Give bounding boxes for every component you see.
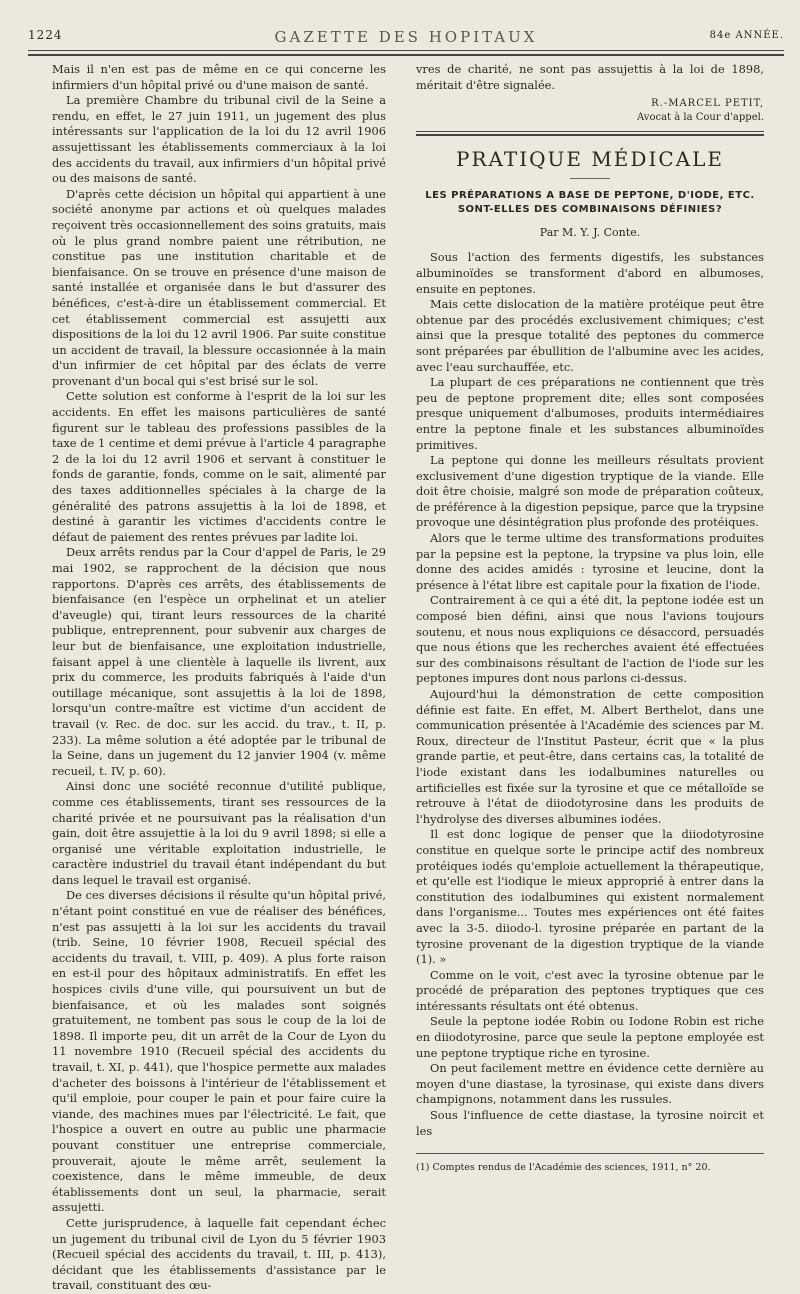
right-paragraph: Contrairement à ce qui a été dit, la peptone iodée est un composé bien défini, ainsi que nous l'avions toujours soutenu, et nous nous expliquions ce désaccord, persuadés que nous étions que les recherches avaient été effectuées sur des combinaisons résultant de l'action de l'iode sur les peptones impures dont nous parlons ci-dessus. [416, 593, 764, 686]
right-paragraph: Alors que le terme ultime des transformations produites par la pepsine est la peptone, la trypsine va plus loin, elle donne des acides amidés : tyrosine et leucine, dont la présence à l'état libre est capitale pour la fixation de l'iode. [416, 531, 764, 592]
right-paragraph: Il est donc logique de penser que la diiodotyrosine constitue en quelque sorte le principe actif des nombreux protéiques iodés qu'emploie actuellement la thérapeutique, et qu'elle est l'iodique le mieux approprié à entrer dans la constitution des iodalbumines qui existent normalement dans l'organisme... Toutes mes expériences ont été faites avec la 3-5. diiodo-l. tyrosine préparée en partant de la tyrosine provenant de la digestion tryptique de la viande (1). » [416, 827, 764, 967]
right-paragraph: Seule la peptone iodée Robin ou Iodone Robin est riche en diiodotyrosine, parce que seule la peptone employée est une peptone tryptique riche en tyrosine. [416, 1014, 764, 1060]
section-title: PRATIQUE MÉDICALE [456, 147, 724, 172]
left-paragraph: Deux arrêts rendus par la Cour d'appel de Paris, le 29 mai 1902, se rapprochent de la décision que nous rapportons. D'après ces arrêts, des établissements de bienfaisance (en l'espèce un orphelinat et un atelier d'aveugle) qui, tirant leurs ressources de la charité publique, entreprennent, pour subvenir aux charges de leur but de bienfaisance, une exploitation industrielle, faisant appel à une clientèle à laquelle ils livrent, aux prix du commerce, les produits fabriqués à l'aide d'un outillage mécanique, sont assujettis à la loi de 1898, lorsqu'un contre-maître est victime d'un accident de travail (v. Rec. de doc. sur les accid. du trav., t. II, p. 233). La même solution a été adoptée par le tribunal de la Seine, dans un jugement du 12 janvier 1904 (v. même recueil, t. IV, p. 60). [52, 545, 386, 778]
right-paragraph: Sous l'influence de cette diastase, la tyrosine noircit et les [416, 1108, 764, 1138]
right-paragraph: Mais cette dislocation de la matière protéique peut être obtenue par des procédés exclusivement chimiques; c'est ainsi que la presque totalité des peptones du commerce sont préparées par ébullition de l'albumine avec les acides, avec l'eau surchauffée, etc. [416, 297, 764, 374]
left-paragraph: Mais il n'en est pas de même en ce qui concerne les infirmiers d'un hôpital privé ou d'une maison de santé. [52, 62, 386, 92]
signature [416, 97, 764, 125]
right-intro: vres de charité, ne sont pas assujettis à la loi de 1898, méritait d'être signalée. [416, 62, 764, 92]
right-paragraph: Aujourd'hui la démonstration de cette composition définie est faite. En effet, M. Albert Berthelot, dans une communication présentée à l'Académie des sciences par M. Roux, directeur de l'Institut Pasteur, écrit que « la plus grande partie, et peut-être, dans certains cas, la totalité de l'iode existant dans les iodalbumines naturelles ou artificielles est fixée sur la tyrosine et que ce métalloïde se retrouve à l'état de diiodotyrosine dans les produits de l'hydrolyse des diverses albumines iodées. [416, 687, 764, 826]
journal-title: GAZETTE DES HOPITAUX [274, 28, 538, 46]
footnote: (1) Comptes rendus de l'Académie des sciences, 1911, n° 20. [416, 1162, 711, 1174]
left-paragraph: Ainsi donc une société reconnue d'utilité publique, comme ces établissements, tirant ses ressources de la charité privée et ne poursuivant pas la réalisation d'un gain, doit être assujettie à la loi du 9 avril 1898; si elle a organisé une véritable exploitation industrielle, le caractère industriel du travail étant indépendant du but dans lequel le travail est organisé. [52, 779, 386, 887]
header-rule [28, 50, 784, 51]
left-paragraph: D'après cette décision un hôpital qui appartient à une société anonyme par actions et où quelques malades reçoivent très occasionnellement des soins gratuits, mais où le plus grand nombre paient une rétribution, ne constitue pas une institution charitable et de bienfaisance. On se trouve en présence d'une maison de santé installée et organisée dans le but d'assurer des bénéfices, c'est-à-dire un établissement commercial. Et cet établissement commercial est assujetti aux dispositions de la loi du 12 avril 1906. Par suite constitue un accident de travail, la blessure occasionnée à la main d'un infirmier de cet hôpital par des éclats de verre provenant d'un bocal qui s'est brisé sur le sol. [52, 186, 386, 388]
section-rule-thick [416, 134, 764, 136]
right-paragraph: Sous l'action des ferments digestifs, les substances albuminoïdes se transforment d'abord en albumoses, ensuite en peptones. [416, 250, 764, 296]
section-rule [416, 131, 764, 132]
right-paragraph: La plupart de ces préparations ne contiennent que très peu de peptone proprement dite; elles sont composées presque uniquement d'albumoses, produits intermédiaires entre la peptone finale et les substances albuminoïdes primitives. [416, 375, 764, 452]
journal-year: 84e ANNÉE. [709, 30, 784, 41]
left-paragraph: La première Chambre du tribunal civil de la Seine a rendu, en effet, le 27 juin 1911, un jugement des plus intéressants sur l'application de la loi du 12 avril 1906 assujettissant les établissements commerciaux à la loi des accidents du travail, aux infirmiers d'un hôpital privé ou des maisons de santé. [52, 93, 386, 186]
signature-title: Avocat à la Cour d'appel. [636, 112, 764, 124]
right-column [416, 62, 764, 1176]
title-divider [570, 178, 610, 179]
right-paragraph: La peptone qui donne les meilleurs résultats provient exclusivement d'une digestion tryptique de la viande. Elle doit être choisie, malgré son mode de préparation coûteux, de préférence à la digestion pepsique, parce que la trypsine provoque une désintégration plus profonde des protéiques. [416, 453, 764, 530]
left-paragraph: Cette solution est conforme à l'esprit de la loi sur les accidents. En effet les maisons particulières de santé figurent sur le tableau des professions passibles de la taxe de 1 centime et demi prévue à l'article 4 paragraphe 2 de la loi du 12 avril 1906 et servant à constituer le fonds de garantie, fonds, comme on le sait, alimenté par des taxes additionnelles spéciales à la charge de la généralité des patrons assujettis à la loi de 1898, et destiné à garantir les victimes d'accidents contre le défaut de paiement des rentes prévues par ladite loi. [52, 389, 386, 544]
left-paragraph: Cette jurisprudence, à laquelle fait cependant échec un jugement du tribunal civil de Lyon du 5 février 1903 (Recueil spécial des accidents du travail, t. III, p. 413), décidant que les établissements d'assistance par le travail, constituant des œu- [52, 1215, 386, 1293]
footnote-rule [416, 1153, 764, 1154]
right-paragraph: On peut facilement mettre en évidence cette dernière au moyen d'une diastase, la tyrosinase, qui existe dans divers champignons, notamment dans les russules. [416, 1061, 764, 1107]
header-rule-thick [28, 54, 784, 56]
left-column [52, 62, 386, 1294]
article-title: LES PRÉPARATIONS A BASE DE PEPTONE, D'IODE, ETC. SONT-ELLES DES COMBINAISONS DÉFINIES? [425, 189, 755, 215]
right-paragraph: Comme on le voit, c'est avec la tyrosine obtenue par le procédé de préparation des peptones tryptiques que ces intéressants résultats ont été obtenus. [416, 967, 764, 1013]
page-number: 1224 [28, 28, 63, 42]
signature-name: R.-MARCEL PETIT, [651, 98, 764, 110]
left-paragraph: De ces diverses décisions il résulte qu'un hôpital privé, n'étant point constitué en vue de réaliser des bénéfices, n'est pas assujetti à la loi sur les accidents du travail (trib. Seine, 10 février 1908, Recueil spécial des accidents du travail, t. VIII, p. 409). A plus forte raison en est-il pour des hôpitaux administratifs. En effet les hospices civils d'une ville, qui poursuivent un but de bienfaisance, et où les malades sont soignés gratuitement, ne tombent pas sous le coup de la loi de 1898. Il importe peu, dit un arrêt de la Cour de Lyon du 11 novembre 1910 (Recueil spécial des accidents du travail, t. XI, p. 441), que l'hospice permette aux malades d'acheter des boissons à l'intérieur de l'établissement et qu'il emploie, pour couper le pain et pour faire cuire la viande, des machines mues par l'électricité. Le fait, que l'hospice a ouvert en outre au public une pharmacie pouvant constituer une entreprise commerciale, prouverait, ajoute le même arrêt, seulement la coexistence, dans le même immeuble, de deux établissements dont un seul, la pharmacie, serait assujetti. [52, 888, 386, 1215]
page-header [28, 16, 784, 46]
article-byline: Par M. Y. J. Conte. [539, 225, 641, 239]
